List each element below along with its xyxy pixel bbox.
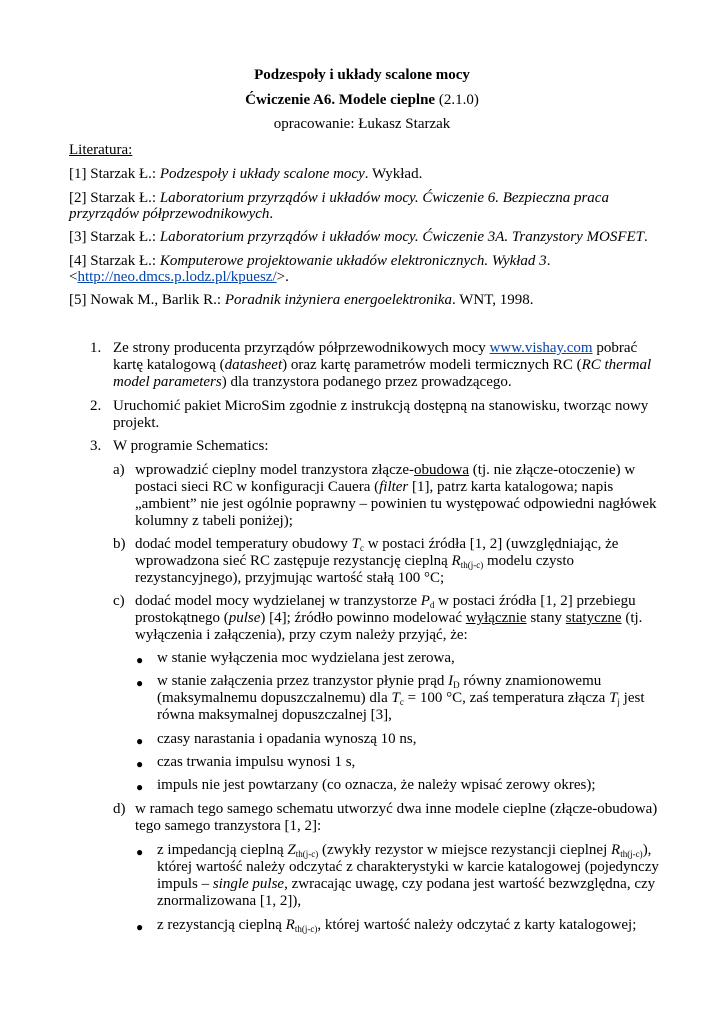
reference-4: [4] Starzak Ł.: Komputerowe projektowanie układów elektronicznych. Wykład 3. bbox=[69, 253, 551, 269]
reference-2: [2] Starzak Ł.: Laboratorium przyrządów i układów mocy. Ćwiczenie 6. Bezpieczna praca bbox=[69, 190, 609, 206]
reference-5: [5] Nowak M., Barlik R.: Poradnik inżyniera energoelektronika. WNT, 1998. bbox=[69, 292, 534, 308]
reference-4-cont: <http://neo.dmcs.p.lodz.pl/kpuesz/>. bbox=[69, 269, 289, 285]
bullet-icon: ● bbox=[136, 676, 144, 690]
c-bullet-2-line-3: równa maksymalnej dopuszczalnej [3], bbox=[157, 707, 392, 723]
item-1-line-2: kartę katalogową (datasheet) oraz kartę parametrów modeli termicznych RC (RC thermal bbox=[113, 357, 652, 373]
bullet-icon: ● bbox=[136, 653, 144, 667]
subitem-d-line-1: w ramach tego samego schematu utworzyć dwa inne modele cieplne (złącze-obudowa) bbox=[135, 801, 658, 817]
subitem-a-line-1: wprowadzić cieplny model tranzystora złącze-obudowa (tj. nie złącze-otoczenie) w bbox=[135, 462, 636, 478]
item-1-line-1: Ze strony producenta przyrządów półprzewodnikowych mocy www.vishay.com pobrać bbox=[113, 340, 638, 356]
bullet-icon: ● bbox=[136, 757, 144, 771]
c-bullet-4: czas trwania impulsu wynosi 1 s, bbox=[157, 754, 356, 770]
reference-3: [3] Starzak Ł.: Laboratorium przyrządów i układów mocy. Ćwiczenie 3A. Tranzystory MOSFET. bbox=[69, 229, 648, 245]
d-bullet-1-line-3: impuls – single pulse, zwracając uwagę, czy podana jest wartość bezwzględna, czy bbox=[157, 876, 656, 892]
d-bullet-2: z rezystancją cieplną $R_{th(j-c)}$, której wartość należy odczytać z karty katalogowej; bbox=[157, 917, 637, 934]
document-title: Podzespoły i układy scalone mocy bbox=[254, 67, 470, 83]
c-bullet-2-line-2: (maksymalnemu dopuszczalnemu) dla $T_c = 100$ °C, zaś temperatura złącza $T_j$ jest bbox=[157, 690, 645, 707]
subitem-c-line-3: wyłączenia i załączenia), przy czym należy przyjąć, że: bbox=[135, 627, 468, 643]
reference-1: [1] Starzak Ł.: Podzespoły i układy scalone mocy. Wykład. bbox=[69, 166, 423, 182]
d-bullet-1-line-2: której wartość należy odczytać z charakterystyki w karcie katalogowej (pojedynczy bbox=[157, 859, 659, 875]
c-bullet-5: impuls nie jest powtarzany (co oznacza, że należy wpisać zerowy okres); bbox=[157, 777, 596, 793]
item-1-number: 1. bbox=[90, 340, 102, 356]
item-2-number: 2. bbox=[90, 398, 102, 414]
bullet-icon: ● bbox=[136, 734, 144, 748]
literature-heading: Literatura: bbox=[69, 142, 133, 158]
bullet-icon: ● bbox=[136, 845, 144, 859]
d-bullet-1-line-1: z impedancją cieplną $Z_{th(j-c)}$ (zwykły rezystor w miejsce rezystancji cieplnej $R_{th(j-c)}$), bbox=[157, 842, 652, 859]
document-author: opracowanie: Łukasz Starzak bbox=[273, 116, 451, 132]
document-subtitle: Ćwiczenie A6. Modele cieplne (2.1.0) bbox=[245, 92, 479, 108]
item-3-line-1: W programie Schematics: bbox=[113, 438, 269, 454]
vishay-link[interactable]: www.vishay.com bbox=[489, 340, 593, 356]
subitem-a-line-3: „ambient” nie jest ogólnie poprawny – powinien tu występować odpowiedni nagłówek bbox=[135, 496, 657, 512]
d-bullet-1-line-4: znormalizowana [1, 2]), bbox=[157, 893, 302, 909]
subitem-a-line-4: kolumny z tabeli poniżej); bbox=[135, 513, 293, 529]
reference-2-cont: przyrządów półprzewodnikowych. bbox=[69, 206, 274, 222]
item-2-line-1: Uruchomić pakiet MicroSim zgodnie z instrukcją dostępną na stanowisku, tworząc nowy bbox=[113, 398, 649, 414]
c-bullet-2-line-1: w stanie załączenia przez tranzystor płynie prąd $I_D$ równy znamionowemu bbox=[157, 673, 602, 690]
bullet-icon: ● bbox=[136, 780, 144, 794]
c-bullet-1: w stanie wyłączenia moc wydzielana jest zerowa, bbox=[157, 650, 455, 666]
subitem-b-line-3: rezystancyjnego), przyjmując wartość stałą 100 °C; bbox=[135, 570, 445, 586]
c-bullet-3: czasy narastania i opadania wynoszą 10 ns, bbox=[157, 731, 417, 747]
subitem-c-line-2: prostokątnego (pulse) [4]; źródło powinno modelować wyłącznie stany statyczne (tj. bbox=[135, 610, 643, 626]
subitem-b-line-1: dodać model temperatury obudowy $T_c$ w postaci źródła [1, 2] (uwzględniając, że bbox=[135, 536, 619, 553]
subitem-d-label: d) bbox=[113, 801, 126, 817]
item-2-line-2: projekt. bbox=[113, 415, 160, 431]
subitem-a-line-2: postaci sieci RC w konfiguracji Cauera (filter [1], patrz karta katalogowa; napis bbox=[135, 479, 614, 495]
subitem-c-label: c) bbox=[113, 593, 125, 609]
item-3-number: 3. bbox=[90, 438, 102, 454]
item-1-line-3: model parameters) dla tranzystora podanego przez prowadzącego. bbox=[113, 374, 512, 390]
subitem-c-line-1: dodać model mocy wydzielanej w tranzystorze $P_d$ w postaci źródła [1, 2] przebiegu bbox=[135, 593, 636, 610]
subitem-d-line-2: tego samego tranzystora [1, 2]: bbox=[135, 818, 322, 834]
reference-4-link[interactable]: http://neo.dmcs.p.lodz.pl/kpuesz/ bbox=[77, 269, 277, 285]
subitem-b-line-2: wprowadzona sieć RC zastępuje rezystancję cieplną $R_{th(j-c)}$ modelu czysto bbox=[135, 553, 575, 570]
bullet-icon: ● bbox=[136, 920, 144, 934]
subitem-a-label: a) bbox=[113, 462, 125, 478]
subitem-b-label: b) bbox=[113, 536, 126, 552]
